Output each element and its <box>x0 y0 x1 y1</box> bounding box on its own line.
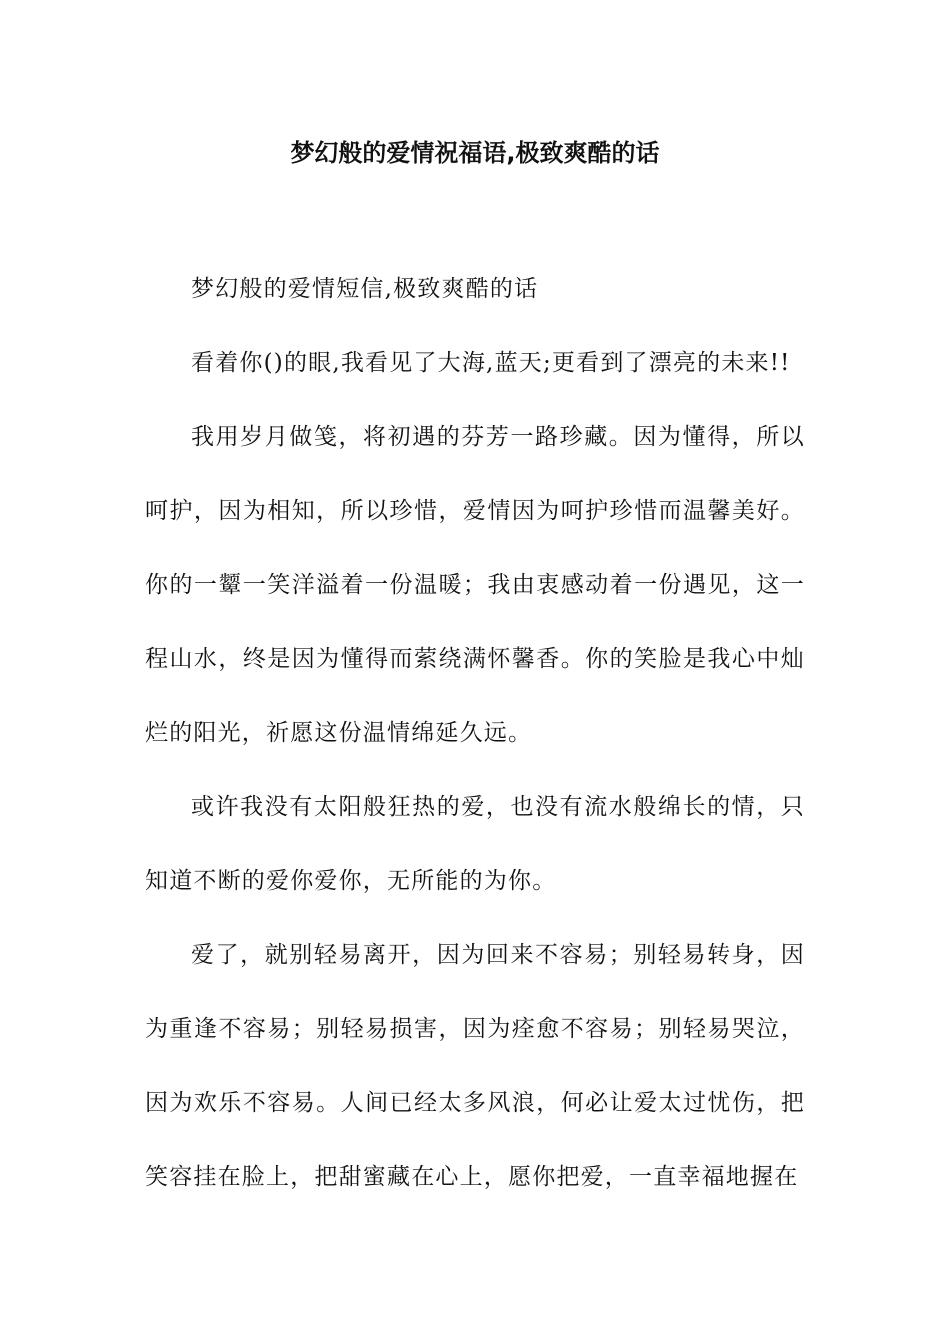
paragraph-2: 我用岁月做笺，将初遇的芬芳一路珍藏。因为懂得，所以呵护，因为相知，所以珍惜，爱情因为呵护珍惜而温馨美好。你的一颦一笑洋溢着一份温暖；我由衷感动着一份遇见，这一程山水，终是因为懂得而萦绕满怀馨香。你的笑脸是我心中灿烂的阳光，祈愿这份温情绵延久远。 <box>145 424 805 746</box>
paragraph-3: 或许我没有太阳般狂热的爱，也没有流水般绵长的情，只知道不断的爱你爱你，无所能的为你。 <box>145 794 805 894</box>
paragraph-1: 看着你()的眼,我看见了大海,蓝天;更看到了漂亮的未来!! <box>191 350 791 376</box>
paragraph-4: 爱了，就别轻易离开，因为回来不容易；别轻易转身，因为重逢不容易；别轻易损害，因为痊愈不容易；别轻易哭泣，因为欢乐不容易。人间已经太多风浪，何必让爱太过忧伤，把笑容挂在脸上，把甜蜜藏在心上，愿你把爱，一直幸福地握在 <box>145 942 805 1190</box>
document-body <box>145 252 805 1214</box>
paragraph-subtitle: 梦幻般的爱情短信,极致爽酷的话 <box>191 276 539 302</box>
document-title: 梦幻般的爱情祝福语,极致爽酷的话 <box>290 139 660 167</box>
